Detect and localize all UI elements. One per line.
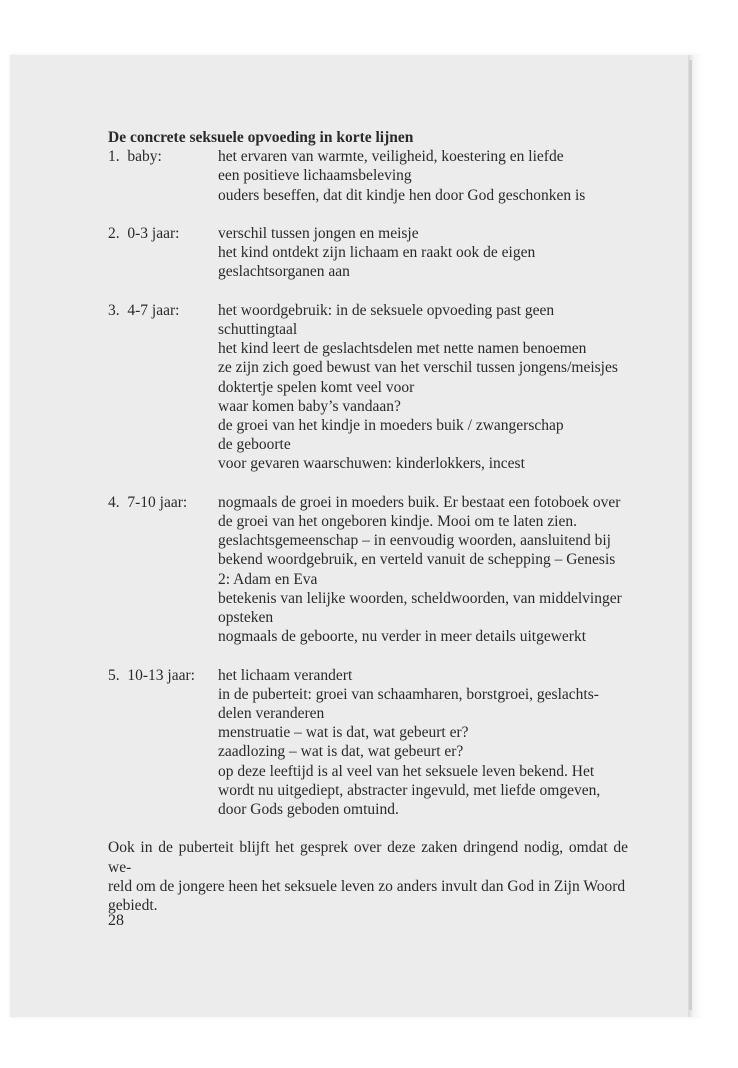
age-items bbox=[218, 224, 628, 282]
item-line: ouders beseffen, dat dit kindje hen door God geschonken is bbox=[218, 186, 586, 204]
item-line: het ervaren van warmte, veiligheid, koestering en liefde bbox=[218, 148, 564, 166]
age-label: 1. baby: bbox=[108, 148, 162, 166]
item-line: het woordgebruik: in de seksuele opvoeding past geen bbox=[218, 301, 555, 319]
item-line: opsteken bbox=[218, 609, 274, 627]
page-content bbox=[108, 128, 628, 915]
page-number: 28 bbox=[108, 912, 124, 929]
paragraph-line: gebiedt. bbox=[108, 897, 158, 915]
item-line: het kind ontdekt zijn lichaam en raakt ook de eigen bbox=[218, 244, 536, 262]
item-line: nogmaals de geboorte, nu verder in meer details uitgewerkt bbox=[218, 628, 586, 646]
item-line: zaadlozing – wat is dat, wat gebeurt er? bbox=[218, 743, 464, 761]
age-label: 5. 10-13 jaar: bbox=[108, 666, 195, 684]
item-line: delen veranderen bbox=[218, 705, 325, 723]
paragraph-line: reld om de jongere heen het seksuele leven zo anders invult dan God in Zijn Woord bbox=[108, 877, 626, 895]
paragraph-line: Ook in de puberteit blijft het gesprek over deze zaken dringend nodig, omdat de we- bbox=[108, 839, 628, 876]
age-label: 3. 4-7 jaar: bbox=[108, 301, 180, 319]
item-line: de groei van het ongeboren kindje. Mooi om te laten zien. bbox=[218, 513, 577, 531]
closing-paragraph bbox=[108, 838, 628, 915]
age-section-10-13 bbox=[108, 666, 628, 820]
age-section-4-7 bbox=[108, 301, 628, 474]
item-line: wordt nu uitgediept, abstracter ingevuld, met liefde omgeven, bbox=[218, 781, 601, 799]
item-line: in de puberteit: groei van schaamharen, borstgroei, geslachts- bbox=[218, 685, 599, 703]
item-line: ze zijn zich goed bewust van het verschil tussen jongens/meisjes bbox=[218, 359, 618, 377]
item-line: door Gods geboden omtuind. bbox=[218, 801, 399, 819]
item-line: het lichaam verandert bbox=[218, 666, 353, 684]
age-section-7-10 bbox=[108, 493, 628, 647]
item-line: een positieve lichaamsbeleving bbox=[218, 167, 412, 185]
item-line: nogmaals de groei in moeders buik. Er bestaat een fotoboek over bbox=[218, 493, 621, 511]
item-line: betekenis van lelijke woorden, scheldwoorden, van middelvinger bbox=[218, 589, 622, 607]
age-items bbox=[218, 147, 628, 205]
item-line: op deze leeftijd is al veel van het seksuele leven bekend. Het bbox=[218, 762, 595, 780]
item-line: de groei van het kindje in moeders buik / zwangerschap bbox=[218, 417, 564, 435]
age-items bbox=[218, 666, 628, 820]
age-items bbox=[218, 493, 628, 647]
item-line: geslachtsorganen aan bbox=[218, 263, 350, 281]
section-heading: De concrete seksuele opvoeding in korte lijnen bbox=[108, 129, 414, 146]
item-line: bekend woordgebruik, en verteld vanuit de schepping – Genesis bbox=[218, 551, 616, 569]
item-line: waar komen baby’s vandaan? bbox=[218, 397, 401, 415]
age-section-0-3 bbox=[108, 224, 628, 282]
item-line: geslachtsgemeenschap – in eenvoudig woorden, aansluitend bij bbox=[218, 532, 611, 550]
age-label: 2. 0-3 jaar: bbox=[108, 225, 180, 242]
item-line: voor gevaren waarschuwen: kinderlokkers, incest bbox=[218, 455, 525, 473]
age-items bbox=[218, 301, 628, 474]
item-line: doktertje spelen komt veel voor bbox=[218, 378, 415, 396]
age-section-baby bbox=[108, 147, 628, 205]
item-line: de geboorte bbox=[218, 436, 291, 454]
item-line: schuttingtaal bbox=[218, 321, 298, 338]
item-line: het kind leert de geslachtsdelen met nette namen benoemen bbox=[218, 340, 587, 358]
binding-shadow bbox=[689, 60, 692, 1010]
item-line: 2: Adam en Eva bbox=[218, 570, 318, 588]
item-line: menstruatie – wat is dat, wat gebeurt er? bbox=[218, 724, 469, 742]
age-label: 4. 7-10 jaar: bbox=[108, 493, 188, 511]
item-line: verschil tussen jongen en meisje bbox=[218, 225, 419, 242]
